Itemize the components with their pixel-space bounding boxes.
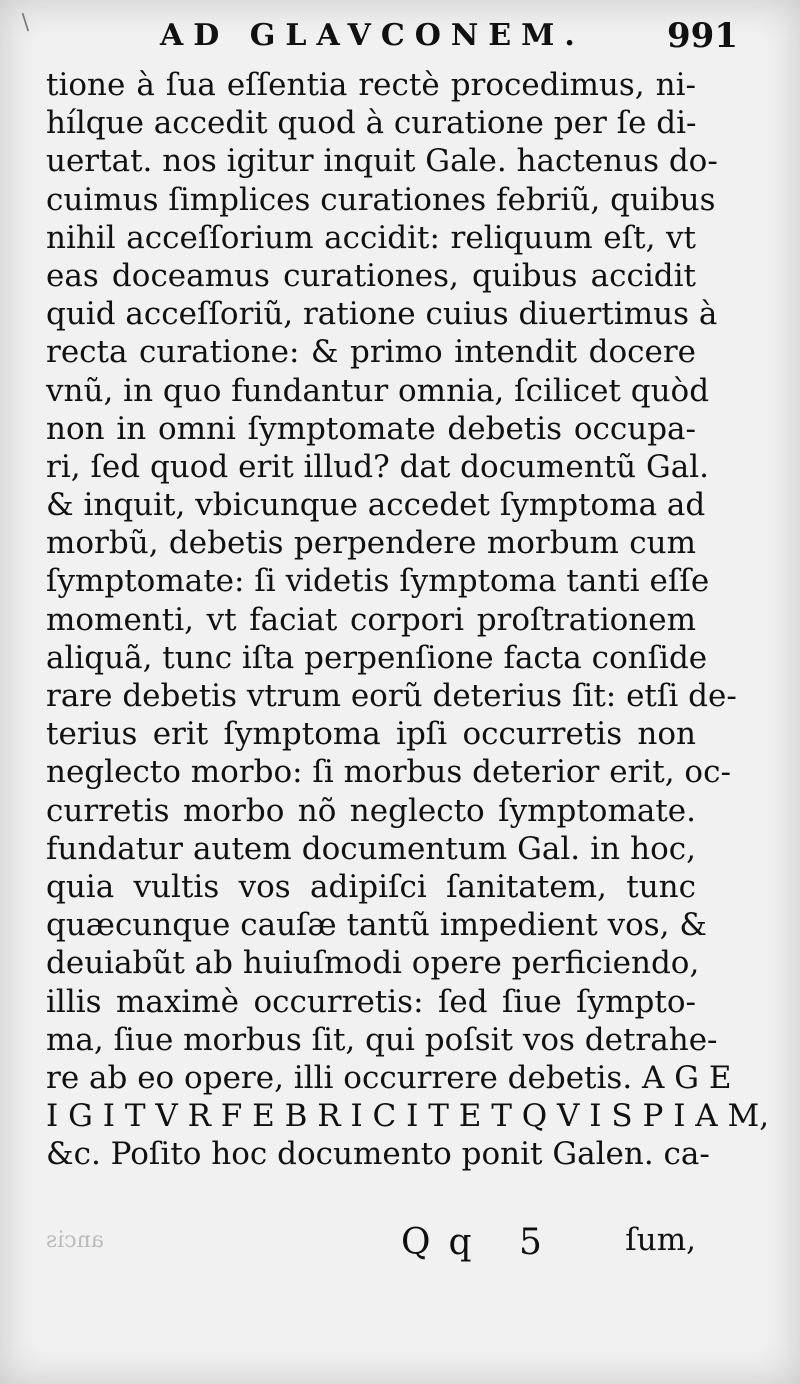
text-line: nihil acceſſorium accidit: reliquum eſt, vt [46,219,696,256]
page-header [0,10,800,60]
text-line: hílque accedit quod à curatione per ſe di- [46,105,697,142]
text-line: &c. Poſito hoc documento ponit Galen. ca- [46,1136,710,1173]
text-line: re ab eo opere, illi occurrere debetis. A G E [46,1059,732,1096]
text-line: terius erit ſymptoma ipſi occurretis non [46,716,696,753]
text-line: momenti, vt faciat corpori proſtrationem [46,601,696,638]
text-line: curretis morbo nõ neglecto ſymptomate. [46,792,696,829]
page-footer [46,1222,696,1272]
text-line: ſymptomate: ſi videtis ſymptoma tanti eſſe [46,563,710,600]
text-line: I G I T V R F E B R I C I T E T Q V I S P I A M, [46,1098,770,1135]
bleed-through-text: ancis [46,1228,104,1253]
text-line: tione à ſua eſſentia rectè procedimus, ni- [46,67,696,103]
text-line: rare debetis vtrum eorũ deterius ſit: etſi de- [46,678,737,714]
text-line: neglecto morbo: ſi morbus deterior erit, oc- [46,754,731,791]
text-line: non in omni ſymptomate debetis occupa- [46,410,696,447]
margin-scratch: / [15,10,36,35]
body-text [46,66,770,1173]
running-head: AD GLAVCONEM. [160,18,585,53]
text-line: fundatur autem documentum Gal. in hoc, [46,830,696,867]
text-line: ri, ſed quod erit illud? dat documentũ Gal. [46,448,710,485]
catchword: ſum, [625,1222,696,1258]
text-line: ma, ſiue morbus ſit, qui poſsit vos detrahe- [46,1021,718,1058]
text-line: deuiabũt ab huiuſmodi opere perficiendo, [46,945,700,982]
text-line: aliquã, tunc iſta perpenſione facta conſide [46,639,708,676]
text-line: & inquit, vbicunque accedet ſymptoma ad [46,487,706,524]
text-line: quid acceſſoriũ, ratione cuius diuertimus à [46,296,718,333]
text-line: vnũ, in quo fundantur omnia, ſcilicet quòd [46,372,710,409]
text-line: morbũ, debetis perpendere morbum cum [46,525,696,562]
text-line: illis maximè occurretis: ſed ſiue ſympto- [46,983,696,1020]
text-line: uertat. nos igitur inquit Gale. hactenus do- [46,143,718,180]
text-line: quia vultis vos adipiſci ſanitatem, tunc [46,868,696,905]
text-line: quæcunque cauſæ tantũ impedient vos, & [46,907,707,944]
signature-mark: Qq 5 [401,1222,560,1263]
text-line: cuimus ſimplices curationes febriũ, quibus [46,181,716,218]
page-number: 991 [667,16,738,56]
text-line: eas doceamus curationes, quibus accidit [46,257,696,294]
text-line: recta curatione: & primo intendit docere [46,334,696,371]
